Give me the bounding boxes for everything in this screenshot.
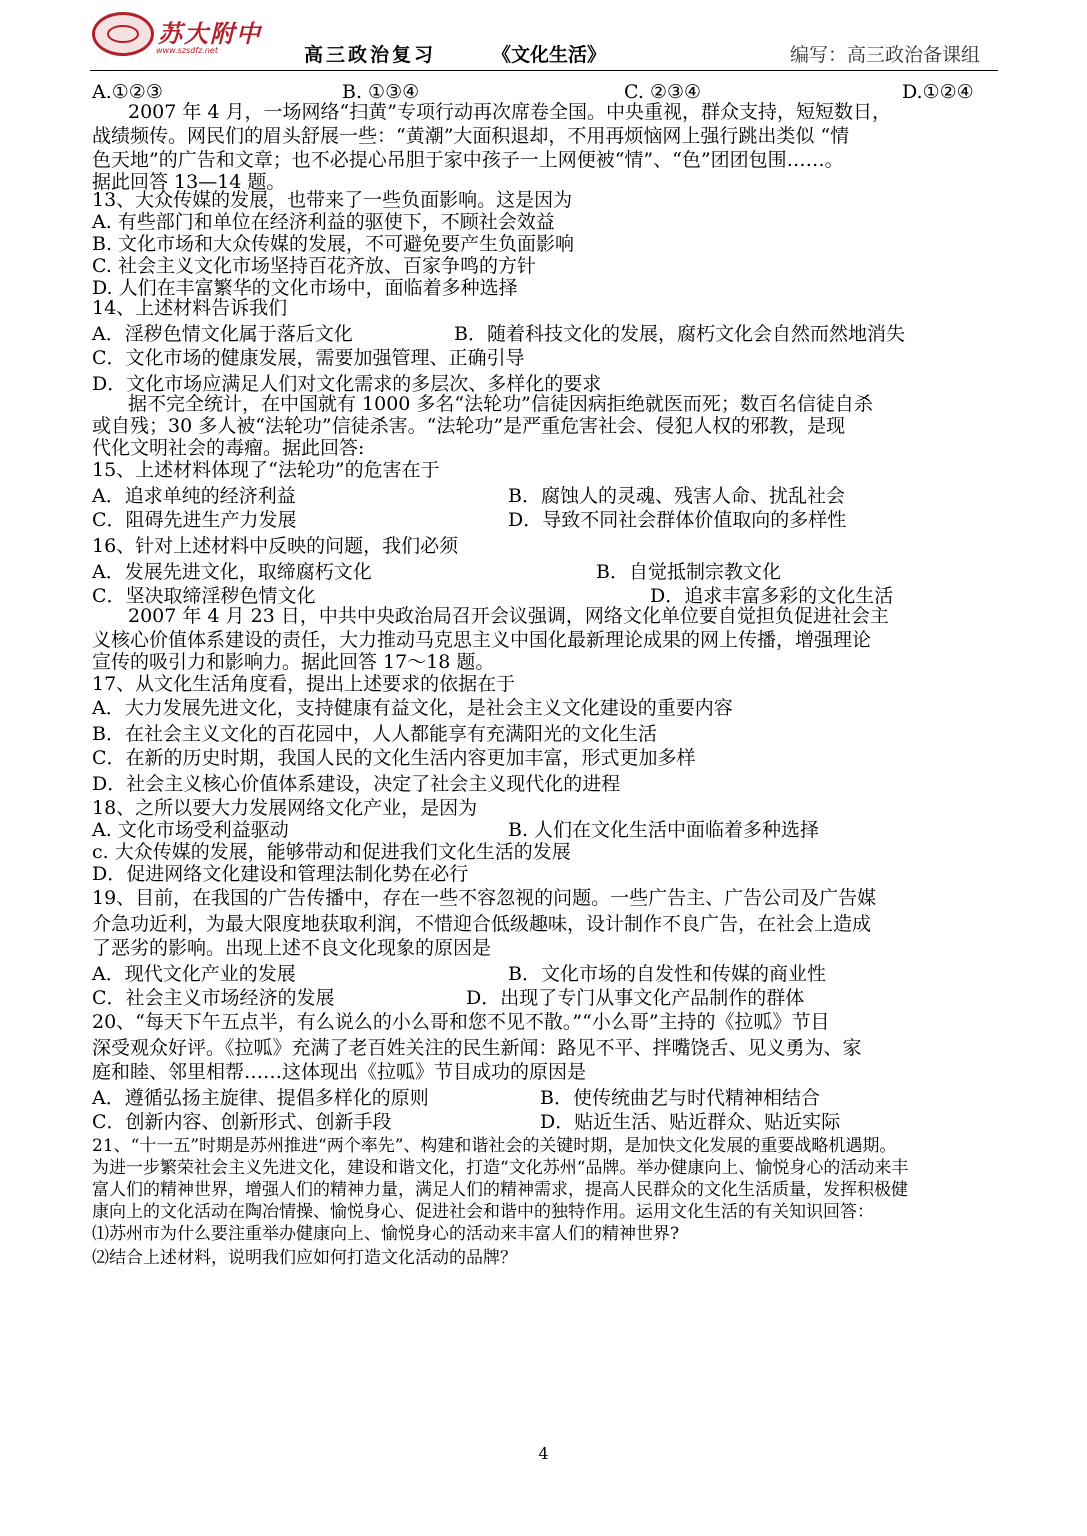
- q12-option-c: C. ②③④: [624, 81, 702, 103]
- q14-option-d: D．文化市场应满足人们对文化需求的多层次、多样化的要求: [92, 373, 602, 395]
- header-course: 高三政治复习: [304, 44, 437, 66]
- q14-option-c: C．文化市场的健康发展，需要加强管理、正确引导: [92, 347, 525, 369]
- q18-option-b: B. 人们在文化生活中面临着多种选择: [508, 819, 820, 841]
- q14-options-ab: [92, 322, 998, 346]
- q14-option-a: A．淫秽色情文化属于落后文化: [92, 323, 353, 345]
- q13-option-c: C. 社会主义文化市场坚持百花齐放、百家争鸣的方针: [92, 255, 536, 277]
- header-editor: 编写：高三政治备课组: [790, 44, 981, 66]
- q15-option-c: C．阻碍先进生产力发展: [92, 509, 297, 531]
- q15-options-ab: [92, 484, 998, 508]
- q17-option-a: A．大力发展先进文化，支持健康有益文化，是社会主义文化建设的重要内容: [92, 697, 733, 719]
- q16-options-ab: [92, 560, 998, 584]
- q20-options-ab: [92, 1086, 998, 1110]
- page-number: 4: [538, 1444, 549, 1463]
- passage1-line: 2007 年 4 月，一场网络“扫黄”专项行动再次席卷全国。中央重视，群众支持，短短数日，: [128, 101, 891, 123]
- q16-stem: 16、针对上述材料中反映的问题，我们必须: [92, 535, 459, 557]
- q18-option-a: A. 文化市场受利益驱动: [92, 819, 289, 841]
- logo-text: 苏大附中: [158, 19, 262, 48]
- q18-option-d: D．促进网络文化建设和管理法制化势在必行: [92, 863, 469, 885]
- q19-option-a: A．现代文化产业的发展: [92, 963, 296, 985]
- q18-options-ab: [92, 818, 998, 842]
- q19-options-ab: [92, 962, 998, 986]
- q12-option-d: D.①②④: [902, 81, 974, 103]
- q16-option-a: A．发展先进文化，取缔腐朽文化: [92, 561, 372, 583]
- q15-option-b: B．腐蚀人的灵魂、残害人命、扰乱社会: [508, 485, 845, 507]
- school-logo: [90, 10, 290, 62]
- q21-stem-line: 为进一步繁荣社会主义先进文化，建设和谐文化，打造“文化苏州“品牌。举办健康向上、愉悦身心的活动来丰: [92, 1158, 909, 1178]
- q15-option-d: D．导致不同社会群体价值取向的多样性: [508, 509, 847, 531]
- q20-options-cd: [92, 1110, 998, 1134]
- q12-option-b: B. ①③④: [342, 81, 420, 103]
- q21-sub-question-1: ⑴苏州市为什么要注重举办健康向上、愉悦身心的活动来丰富人们的精神世界?: [92, 1224, 680, 1244]
- q14-option-b: B．随着科技文化的发展，腐朽文化会自然而然地消失: [454, 323, 905, 345]
- q19-stem-line: 了恶劣的影响。出现上述不良文化现象的原因是: [92, 937, 492, 959]
- q16-option-b: B．自觉抵制宗教文化: [596, 561, 781, 583]
- passage1-line: 色天地”的广告和文章；也不必提心吊胆于家中孩子一上网便被“情”、“色”团团包围……。: [92, 149, 844, 171]
- q13-stem: 13、大众传媒的发展，也带来了一些负面影响。这是因为: [92, 189, 573, 211]
- passage3-line: 宣传的吸引力和影响力。据此回答 17～18 题。: [92, 651, 495, 673]
- q13-option-d: D. 人们在丰富繁华的文化市场中，面临着多种选择: [92, 277, 518, 299]
- q17-option-b: B．在社会主义文化的百花园中，人人都能享有充满阳光的文化生活: [92, 723, 657, 745]
- passage2-line: 代化文明社会的毒瘤。据此回答:: [92, 437, 365, 459]
- q19-stem-line: 19、目前，在我国的广告传播中，存在一些不容忽视的问题。一些广告主、广告公司及广告媒: [92, 887, 877, 909]
- q19-options-cd: [92, 986, 998, 1010]
- q19-option-c: C．社会主义市场经济的发展: [92, 987, 335, 1009]
- q18-option-c: c. 大众传媒的发展，能够带动和促进我们文化生活的发展: [92, 841, 571, 863]
- school-emblem-icon: [92, 12, 154, 56]
- q20-option-c: C．创新内容、创新形式、创新手段: [92, 1111, 392, 1133]
- q20-stem-line: 庭和睦、邻里相帮……这体现出《拉呱》节目成功的原因是: [92, 1061, 587, 1083]
- q18-stem: 18、之所以要大力发展网络文化产业，是因为: [92, 797, 478, 819]
- passage2-line: 据不完全统计，在中国就有 1000 多名“法轮功”信徒因病拒绝就医而死；数百名信徒自杀: [128, 393, 873, 415]
- q15-stem: 15、上述材料体现了“法轮功”的危害在于: [92, 459, 440, 481]
- q20-stem-line: 深受观众好评。《拉呱》充满了老百姓关注的民生新闻：路见不平、拌嘴饶舌、见义勇为、家: [92, 1037, 862, 1059]
- page-header: [90, 6, 998, 66]
- q19-option-d: D．出现了专门从事文化产品制作的群体: [466, 987, 805, 1009]
- q19-stem-line: 介急功近利，为最大限度地获取利润，不惜迎合低级趣味，设计制作不良广告，在社会上造成: [92, 913, 872, 935]
- q17-option-d: D．社会主义核心价值体系建设，决定了社会主义现代化的进程: [92, 773, 621, 795]
- q17-option-c: C．在新的历史时期，我国人民的文化生活内容更加丰富，形式更加多样: [92, 747, 696, 769]
- header-book: 《文化生活》: [492, 44, 607, 66]
- q21-sub-question-2: ⑵结合上述材料，说明我们应如何打造文化活动的品牌？: [92, 1248, 517, 1268]
- passage3-line: 义核心价值体系建设的责任，大力推动马克思主义中国化最新理论成果的网上传播，增强理论: [92, 629, 872, 651]
- q17-stem: 17、从文化生活角度看，提出上述要求的依据在于: [92, 673, 516, 695]
- q20-option-a: A．遵循弘扬主旋律、提倡多样化的原则: [92, 1087, 429, 1109]
- q20-stem-line: 20、“每天下午五点半，有么说么的小么哥和您不见不散。”“小么哥”主持的《拉呱》节目: [92, 1011, 830, 1033]
- q16-option-d: D．追求丰富多彩的文化生活: [650, 585, 894, 607]
- q21-stem-line: 21、“十一五”时期是苏州推进“两个率先”、构建和谐社会的关键时期，是加快文化发展的重要战略机遇期。: [92, 1136, 897, 1156]
- q21-stem-line: 富人们的精神世界，增强人们的精神力量，满足人们的精神需求，提高人民群众的文化生活质量，发挥积极健: [92, 1180, 908, 1200]
- header-rule: [90, 70, 998, 71]
- q12-option-a: A.①②③: [92, 81, 163, 103]
- q20-option-d: D．贴近生活、贴近群众、贴近实际: [540, 1111, 841, 1133]
- passage1-line: 据此回答 13—14 题。: [92, 171, 286, 193]
- passage2-line: 或自残；30 多人被“法轮功”信徒杀害。“法轮功”是严重危害社会、侵犯人权的邪教，是现: [92, 415, 846, 437]
- q15-options-cd: [92, 508, 998, 532]
- q15-option-a: A．追求单纯的经济利益: [92, 485, 296, 507]
- q14-stem: 14、上述材料告诉我们: [92, 297, 288, 319]
- passage1-line: 战绩频传。网民们的眉头舒展一些：“黄潮”大面积退却，不用再烦恼网上强行跳出类似 “情: [92, 125, 850, 147]
- q13-option-b: B. 文化市场和大众传媒的发展，不可避免要产生负面影响: [92, 233, 575, 255]
- q21-stem-line: 康向上的文化活动在陶冶情操、愉悦身心、促进社会和谐中的独特作用。运用文化生活的有关知识回答：: [92, 1202, 874, 1222]
- passage3-line: 2007 年 4 月 23 日，中共中央政治局召开会议强调，网络文化单位要自觉担负促进社会主: [128, 605, 889, 627]
- q16-option-c: C．坚决取缔淫秽色情文化: [92, 585, 316, 607]
- q13-option-a: A. 有些部门和单位在经济利益的驱使下，不顾社会效益: [92, 211, 555, 233]
- q19-option-b: B．文化市场的自发性和传媒的商业性: [508, 963, 826, 985]
- logo-url: www.szsdfz.net: [156, 46, 218, 55]
- q20-option-b: B．使传统曲艺与时代精神相结合: [540, 1087, 820, 1109]
